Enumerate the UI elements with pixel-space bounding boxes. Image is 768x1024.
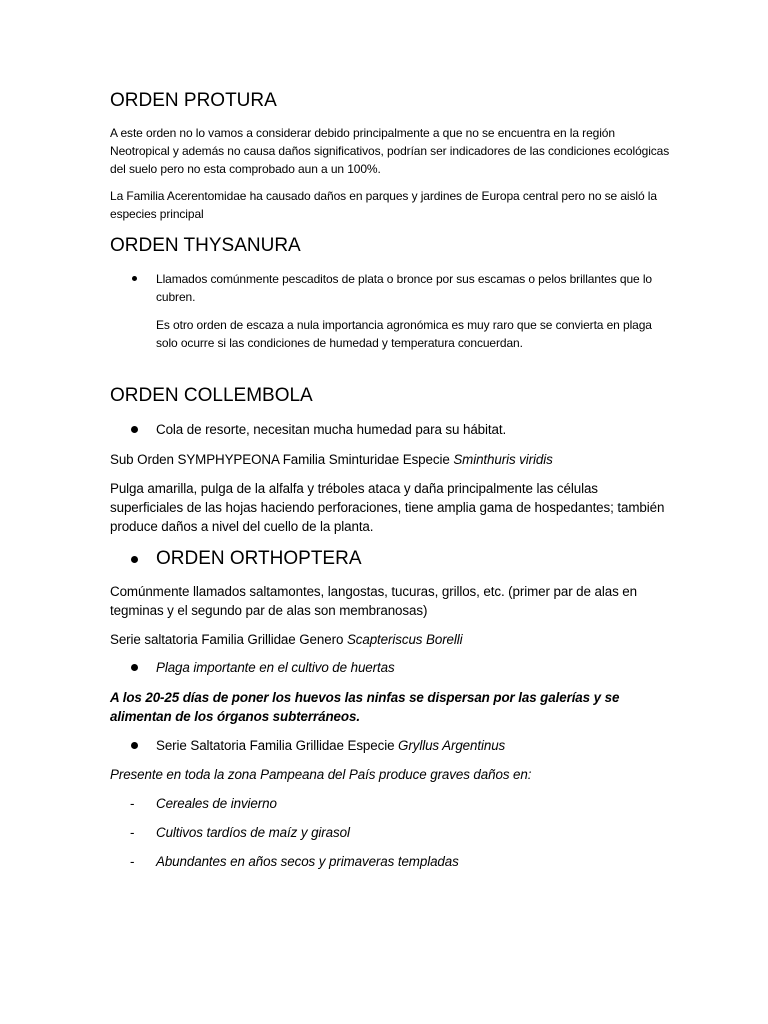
thysanura-bullet-1: Llamados comúnmente pescaditos de plata o bronce por sus escamas o pelos brillantes que lo cubren. bbox=[156, 272, 652, 304]
dash-item-3: Abundantes en años secos y primaveras templadas bbox=[156, 854, 459, 869]
serie-text: Serie saltatoria Familia Grillidae Genero bbox=[110, 632, 347, 647]
serie-genus: Scapteriscus Borelli bbox=[346, 632, 463, 647]
bullet2-species: Gryllus Argentinus bbox=[398, 738, 506, 753]
bullet-dot bbox=[132, 276, 137, 281]
bullet-dot bbox=[131, 426, 138, 433]
dash-marker: - bbox=[130, 796, 135, 811]
heading-protura: ORDEN PROTURA bbox=[110, 90, 277, 111]
heading-orthoptera: ORDEN ORTHOPTERA bbox=[156, 548, 362, 569]
dash-marker: - bbox=[130, 825, 135, 840]
bullet-dot bbox=[131, 742, 138, 749]
orthoptera-paragraph-1: Comúnmente llamados saltamontes, langostas, tucuras, grillos, etc. (primer par de alas en tegminas y el segundo par de alas son membranosas) bbox=[110, 584, 637, 618]
bullet-dot bbox=[131, 664, 138, 671]
orthoptera-bullet-1: Plaga importante en el cultivo de huertas bbox=[156, 660, 395, 675]
thysanura-paragraph: Es otro orden de escaza a nula importancia agronómica es muy raro que se convierta en plaga solo ocurre si las condiciones de humedad y temperatura concuerdan. bbox=[156, 318, 652, 350]
suborder-text: Sub Orden SYMPHYPEONA Familia Sminturidae Especie bbox=[110, 452, 454, 467]
heading-collembola: ORDEN COLLEMBOLA bbox=[110, 385, 313, 406]
orthoptera-serie-line bbox=[110, 630, 670, 649]
collembola-suborder-line bbox=[110, 450, 670, 469]
collembola-bullet-1: Cola de resorte, necesitan mucha humedad para su hábitat. bbox=[156, 422, 507, 437]
protura-paragraph-2: La Familia Acerentomidae ha causado daños en parques y jardines de Europa central pero no se aisló la especies principal bbox=[110, 189, 657, 221]
protura-paragraph-1: A este orden no lo vamos a considerar debido principalmente a que no se encuentra en la región Neotropical y además no causa daños significativos, podrían ser indicadores de las condiciones ecológicas del suelo pero no esta comprobado aun a un 100%. bbox=[110, 126, 670, 176]
dash-marker: - bbox=[130, 854, 135, 869]
orthoptera-bullet-2 bbox=[156, 736, 505, 755]
orthoptera-intro: Presente en toda la zona Pampeana del País produce graves daños en: bbox=[110, 767, 532, 782]
dash-item-2: Cultivos tardíos de maíz y girasol bbox=[156, 825, 350, 840]
collembola-paragraph: Pulga amarilla, pulga de la alfalfa y tréboles ataca y daña principalmente las células superficiales de las hojas haciendo perforaciones, tiene amplia gama de hospedantes; también produce daños a nivel del cuello de la planta. bbox=[110, 481, 665, 534]
bullet-dot bbox=[131, 556, 138, 563]
dash-item-1: Cereales de invierno bbox=[156, 796, 277, 811]
orthoptera-bold-paragraph: A los 20-25 días de poner los huevos las ninfas se dispersan por las galerías y se alimentan de los órganos subterráneos. bbox=[110, 690, 620, 724]
suborder-species: Sminthuris viridis bbox=[453, 452, 553, 467]
bullet2-text: Serie Saltatoria Familia Grillidae Especie bbox=[156, 738, 399, 753]
heading-thysanura: ORDEN THYSANURA bbox=[110, 235, 301, 256]
